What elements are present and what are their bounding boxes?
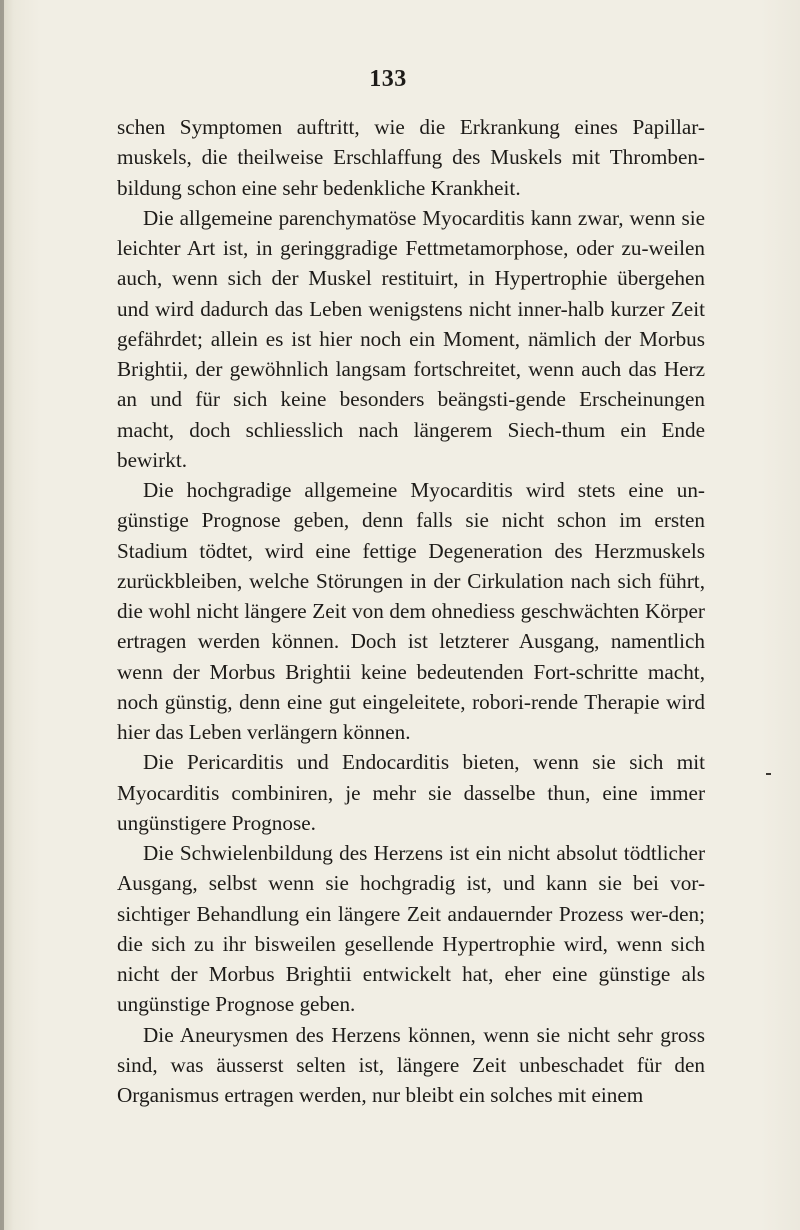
paragraph-parenchymatoese-myocarditis: Die allgemeine parenchymatöse Myocarditis kann zwar, wenn sie leichter Art ist, in geringgradige Fettmetamorphose, oder zu-weilen auch, wenn sich der Muskel restituirt, in Hypertrophie übergehen und wird dadurch das Leben wenigstens nicht inner-halb kurzer Zeit gefährdet; allein es ist hier noch ein Moment, nämlich der Morbus Brightii, der gewöhnlich langsam fortschreitet, wenn auch das Herz an und für sich keine besonders beängsti-gende Erscheinungen macht, doch schliesslich nach längerem Siech-thum ein Ende bewirkt. (117, 205, 705, 472)
paragraph-hochgradige-myocarditis: Die hochgradige allgemeine Myocarditis wird stets eine un-günstige Prognose geben, denn falls sie nicht schon im ersten Stadium tödtet, wird eine fettige Degeneration des Herzmuskels zurückbleiben, welche Störungen in der Cirkulation nach sich führt, die wohl nicht längere Zeit von dem ohnediess geschwächten Körper ertragen werden können. Doch ist letzterer Ausgang, namentlich wenn der Morbus Brightii keine bedeutenden Fort-schritte macht, noch günstig, denn eine gut eingeleitete, robori-rende Therapie wird hier das Leben verlängern können. (117, 478, 705, 744)
paragraph-aneurysmen: Die Aneurysmen des Herzens können, wenn sie nicht sehr gross sind, was äusserst selten ist, längere Zeit unbeschadet für den Organismus ertragen werden, nur bleibt ein solches mit einem (117, 1022, 705, 1107)
paragraph-schwielenbildung: Die Schwielenbildung des Herzens ist ein nicht absolut tödtlicher Ausgang, selbst wenn sie hochgradig ist, und kann sie bei vor-sichtiger Behandlung ein längere Zeit andauernder Prozess wer-den; die sich zu ihr bisweilen gesellende Hypertrophie wird, wenn sich nicht der Morbus Brightii entwickelt hat, eher eine günstige als ungünstige Prognose geben. (117, 841, 705, 1017)
page-number: 133 (369, 66, 407, 92)
paragraph-pericarditis-endocarditis: Die Pericarditis und Endocarditis bieten, wenn sie sich mit Myocarditis combiniren, je mehr sie dasselbe thun, eine immer ungünstigere Prognose. (117, 750, 705, 835)
body-text (117, 112, 705, 1110)
binding-edge (0, 0, 4, 1230)
paragraph-papillarmuskel: schen Symptomen auftritt, wie die Erkrankung eines Papillar-muskels, die theilweise Erschlaffung des Muskels mit Thromben-bildung schon eine sehr bedenkliche Krankheit. (117, 115, 705, 200)
margin-mark (766, 773, 771, 775)
